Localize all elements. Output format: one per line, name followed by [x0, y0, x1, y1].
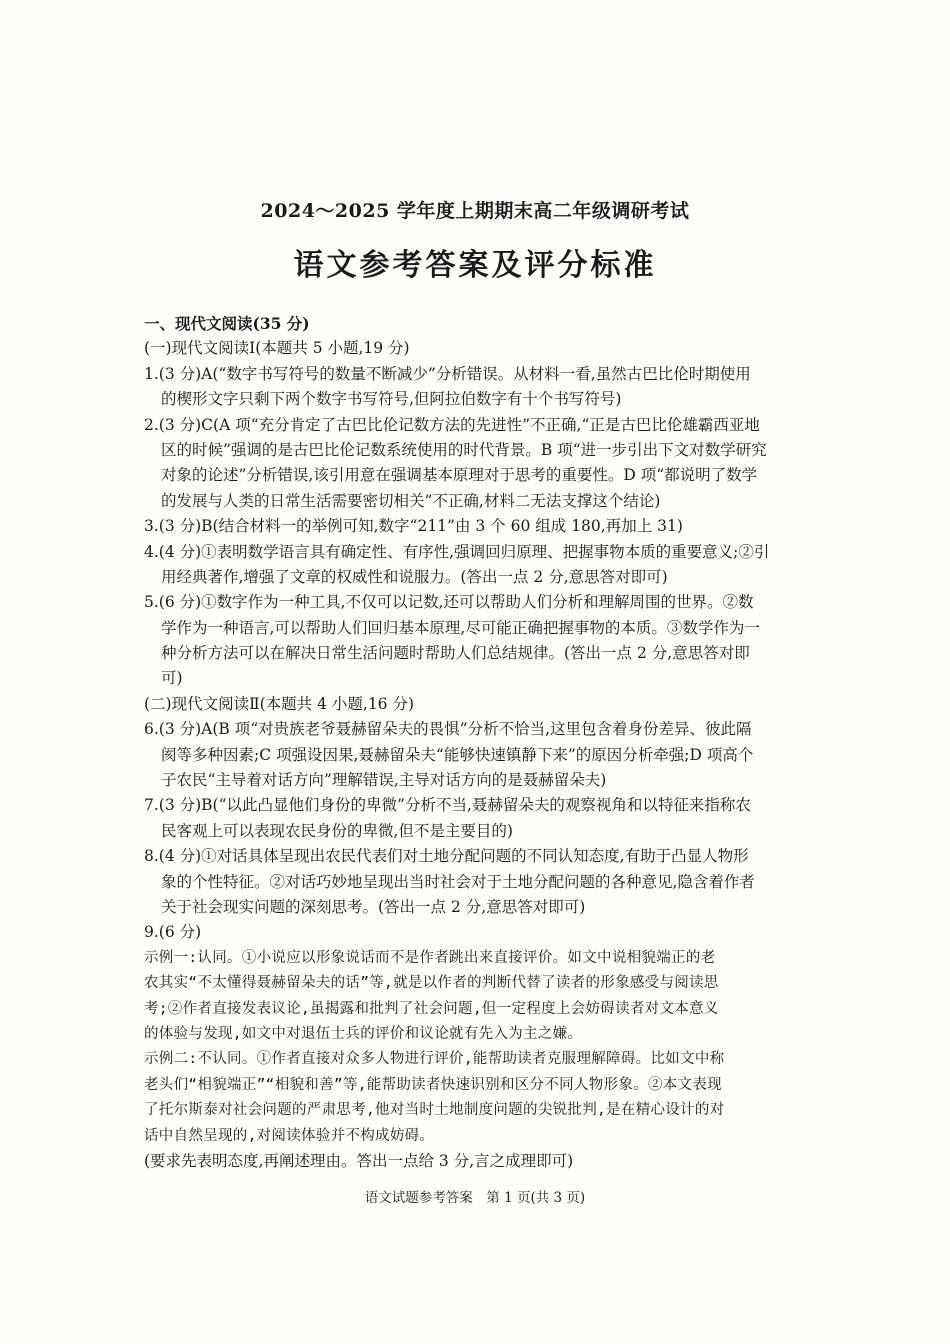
example-line: 老头们“相貌端正”“相貌和善”等,能帮助读者快速识别和区分不同人物形象。②本文表现 [144, 1076, 722, 1093]
example-line: 示例二:不认同。①作者直接对众多人物进行评价,能帮助读者克服理解障碍。比如文中称 [144, 1051, 725, 1068]
answer-line: 种分析方法可以在解决日常生活问题时帮助人们总结规律。(答出一点 2 分,意思答对即 [161, 644, 750, 663]
answer-line: 3.(3 分)B(结合材料一的举例可知,数字“211”由 3 个 60 组成 180,再加上 31) [144, 517, 683, 536]
answer-line: 7.(3 分)B(“以此凸显他们身份的卑微”分析不当,聂赫留朵夫的观察视角和以特征来指称农 [144, 796, 751, 815]
answer-line: 4.(4 分)①表明数学语言具有确定性、有序性,强调回归原理、把握事物本质的重要意义;②引 [144, 542, 770, 561]
answer-line: 学作为一种语言,可以帮助人们回归基本原理,尽可能正确把握事物的本质。③数学作为一 [161, 618, 760, 637]
subsection-heading: (一)现代文阅读Ⅰ(本题共 5 小题,19 分) [144, 339, 410, 358]
example-line: 示例一:认同。①小说应以形象说话而不是作者跳出来直接评价。如文中说相貌端正的老 [144, 949, 716, 966]
answer-line: 区的时候”强调的是古巴比伦记数系统使用的时代背景。B 项“进一步引出下文对数学研究 [161, 440, 767, 459]
example-line: 了托尔斯泰对社会问题的严肃思考,他对当时土地制度问题的尖锐批判,是在精心设计的对 [144, 1102, 725, 1119]
answer-line: 6.(3 分)A(B 项“对贵族老爷聂赫留朵夫的畏惧”分析不恰当,这里包含着身份差异、彼此隔 [144, 720, 752, 739]
answer-line: 的楔形文字只剩下两个数字书写符号,但阿拉伯数字有十个书写符号) [161, 390, 622, 409]
example-line: 的体验与发现,如文中对退伍士兵的评价和议论就有先入为主之嫌。 [144, 1025, 583, 1042]
document-title: 语文参考答案及评分标准 [293, 248, 657, 283]
answer-line: 的发展与人类的日常生活需要密切相关”不正确,材料二无法支撑这个结论) [161, 491, 661, 510]
example-line: 话中自然呈现的,对阅读体验并不构成妨碍。 [144, 1127, 435, 1144]
page-footer: 语文试题参考答案 第 1 页(共 3 页) [364, 1190, 586, 1206]
answer-line: 8.(4 分)①对话具体呈现出农民代表们对土地分配问题的不同认知态度,有助于凸显人物形 [144, 847, 749, 866]
answer-line: 1.(3 分)A(“数字书写符号的数量不断减少”分析错误。从材料一看,虽然古巴比伦时期使用 [144, 364, 751, 383]
scoring-note: (要求先表明态度,再阐述理由。答出一点给 3 分,言之成理即可) [144, 1151, 574, 1170]
answer-line: 可) [161, 669, 183, 688]
example-line: 农其实“不太懂得聂赫留朵夫的话”等,就是以作者的判断代替了读者的形象感受与阅读思 [144, 975, 719, 992]
exam-title: 2024～2025 学年度上期期末高二年级调研考试 [260, 200, 690, 222]
answer-line: 民客观上可以表现农民身份的卑微,但不是主要目的) [161, 821, 513, 840]
answer-line: 对象的论述”分析错误,该引用意在强调基本原理对于思考的重要性。D 项“都说明了数学 [161, 466, 758, 485]
answer-content [144, 311, 814, 1174]
answer-line: 阂等多种因素;C 项强设因果,聂赫留朵夫“能够快速镇静下来”的原因分析牵强;D 项高个 [161, 745, 754, 764]
example-line: 考;②作者直接发表议论,虽揭露和批判了社会问题,但一定程度上会妨碍读者对文本意义 [144, 1000, 719, 1017]
answer-line: 子农民“主导着对话方向”理解错误,主导对话方向的是聂赫留朵夫) [161, 771, 607, 790]
answer-line: 5.(6 分)①数字作为一种工具,不仅可以记数,还可以帮助人们分析和理解周围的世界。②数 [144, 593, 754, 612]
answer-line: 关于社会现实问题的深刻思考。(答出一点 2 分,意思答对即可) [161, 897, 586, 916]
subsection-heading: (二)现代文阅读Ⅱ(本题共 4 小题,16 分) [144, 694, 415, 713]
answer-line: 用经典著作,增强了文章的权威性和说服力。(答出一点 2 分,意思答对即可) [161, 567, 668, 586]
section-heading: 一、现代文阅读(35 分) [144, 314, 310, 333]
answer-line: 2.(3 分)C(A 项“充分肯定了古巴比伦记数方法的先进性”不正确,“正是古巴比伦雄霸西亚地 [144, 415, 760, 434]
answer-line: 象的个性特征。②对话巧妙地呈现出当时社会对于土地分配问题的各种意见,隐含着作者 [161, 872, 755, 891]
answer-line: 9.(6 分) [144, 923, 202, 942]
